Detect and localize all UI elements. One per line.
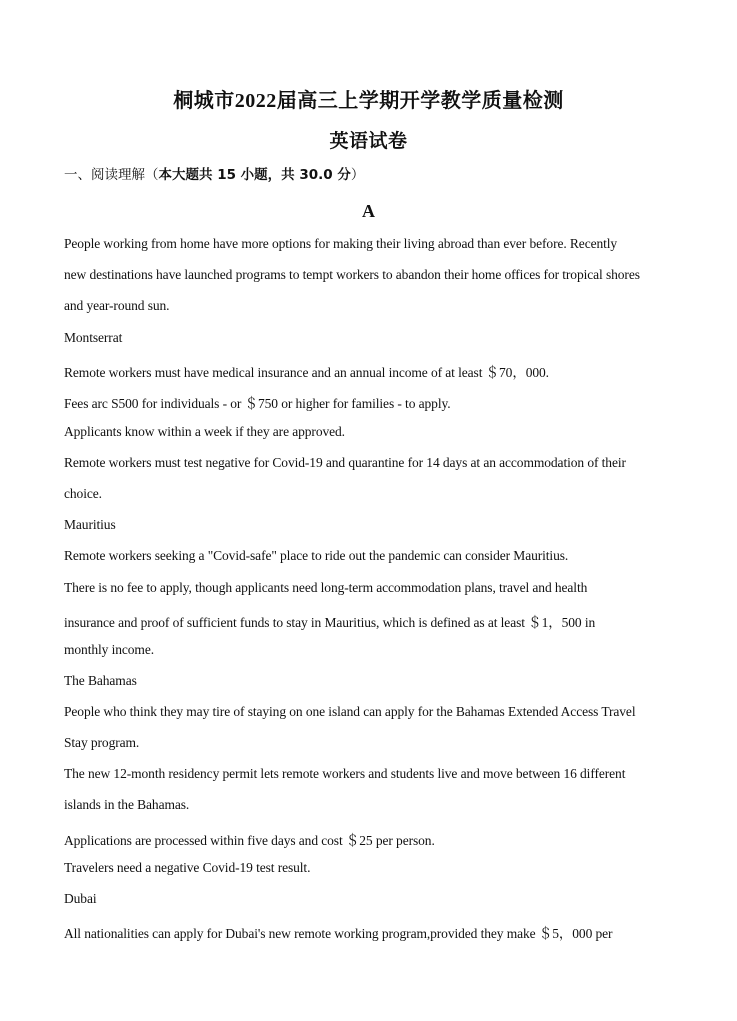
passage-line: The Bahamas <box>64 673 137 688</box>
passage-line: Fees arc S500 for individuals - or ＄750 or higher for families - to apply. <box>64 396 451 411</box>
passage-line: Applications are processed within five days and cost ＄25 per person. <box>64 833 435 848</box>
section-heading-suffix: ） <box>350 167 365 183</box>
passage-line: Mauritius <box>64 517 116 532</box>
section-heading-detail: 本大题共 15 小题，共 30.0 分 <box>158 167 351 183</box>
passage-line: Remote workers must have medical insurance and an annual income of at least ＄70，000. <box>64 365 549 380</box>
passage-line: Montserrat <box>64 330 123 345</box>
passage-line: There is no fee to apply, though applicants need long-term accommodation plans, travel and health <box>64 580 588 595</box>
passage-line: islands in the Bahamas. <box>64 797 190 812</box>
passage-line: The new 12-month residency permit lets remote workers and students live and move between 16 different <box>64 766 626 781</box>
passage-line: Dubai <box>64 891 97 906</box>
passage-line: All nationalities can apply for Dubai's new remote working program,provided they make ＄5，000 per <box>64 926 613 941</box>
passage-line: People working from home have more options for making their living abroad than ever before. Recently <box>64 236 618 251</box>
passage-label: A <box>362 201 375 221</box>
passage-line: Remote workers seeking a "Covid-safe" place to ride out the pandemic can consider Mauritius. <box>64 548 569 563</box>
exam-subtitle: 英语试卷 <box>329 131 408 152</box>
passage-line: People who think they may tire of staying on one island can apply for the Bahamas Extended Access Travel <box>64 704 636 719</box>
passage-line: insurance and proof of sufficient funds to stay in Mauritius, which is defined as at least ＄1，500 in <box>64 615 596 630</box>
passage-line: new destinations have launched programs to tempt workers to abandon their home offices for tropical shores <box>64 267 640 282</box>
passage-line: Travelers need a negative Covid-19 test result. <box>64 860 311 875</box>
passage-line: monthly income. <box>64 642 154 657</box>
exam-title: 桐城市2022届高三上学期开学教学质量检测 <box>173 90 564 112</box>
passage-line: Stay program. <box>64 735 140 750</box>
passage-line: and year-round sun. <box>64 298 170 313</box>
passage-line: Remote workers must test negative for Covid-19 and quarantine for 14 days at an accommodation of their <box>64 455 626 470</box>
section-heading <box>64 163 364 183</box>
passage-line: choice. <box>64 486 102 501</box>
passage-line: Applicants know within a week if they are approved. <box>64 424 345 439</box>
section-heading-prefix: 一、阅读理解（ <box>64 167 159 183</box>
